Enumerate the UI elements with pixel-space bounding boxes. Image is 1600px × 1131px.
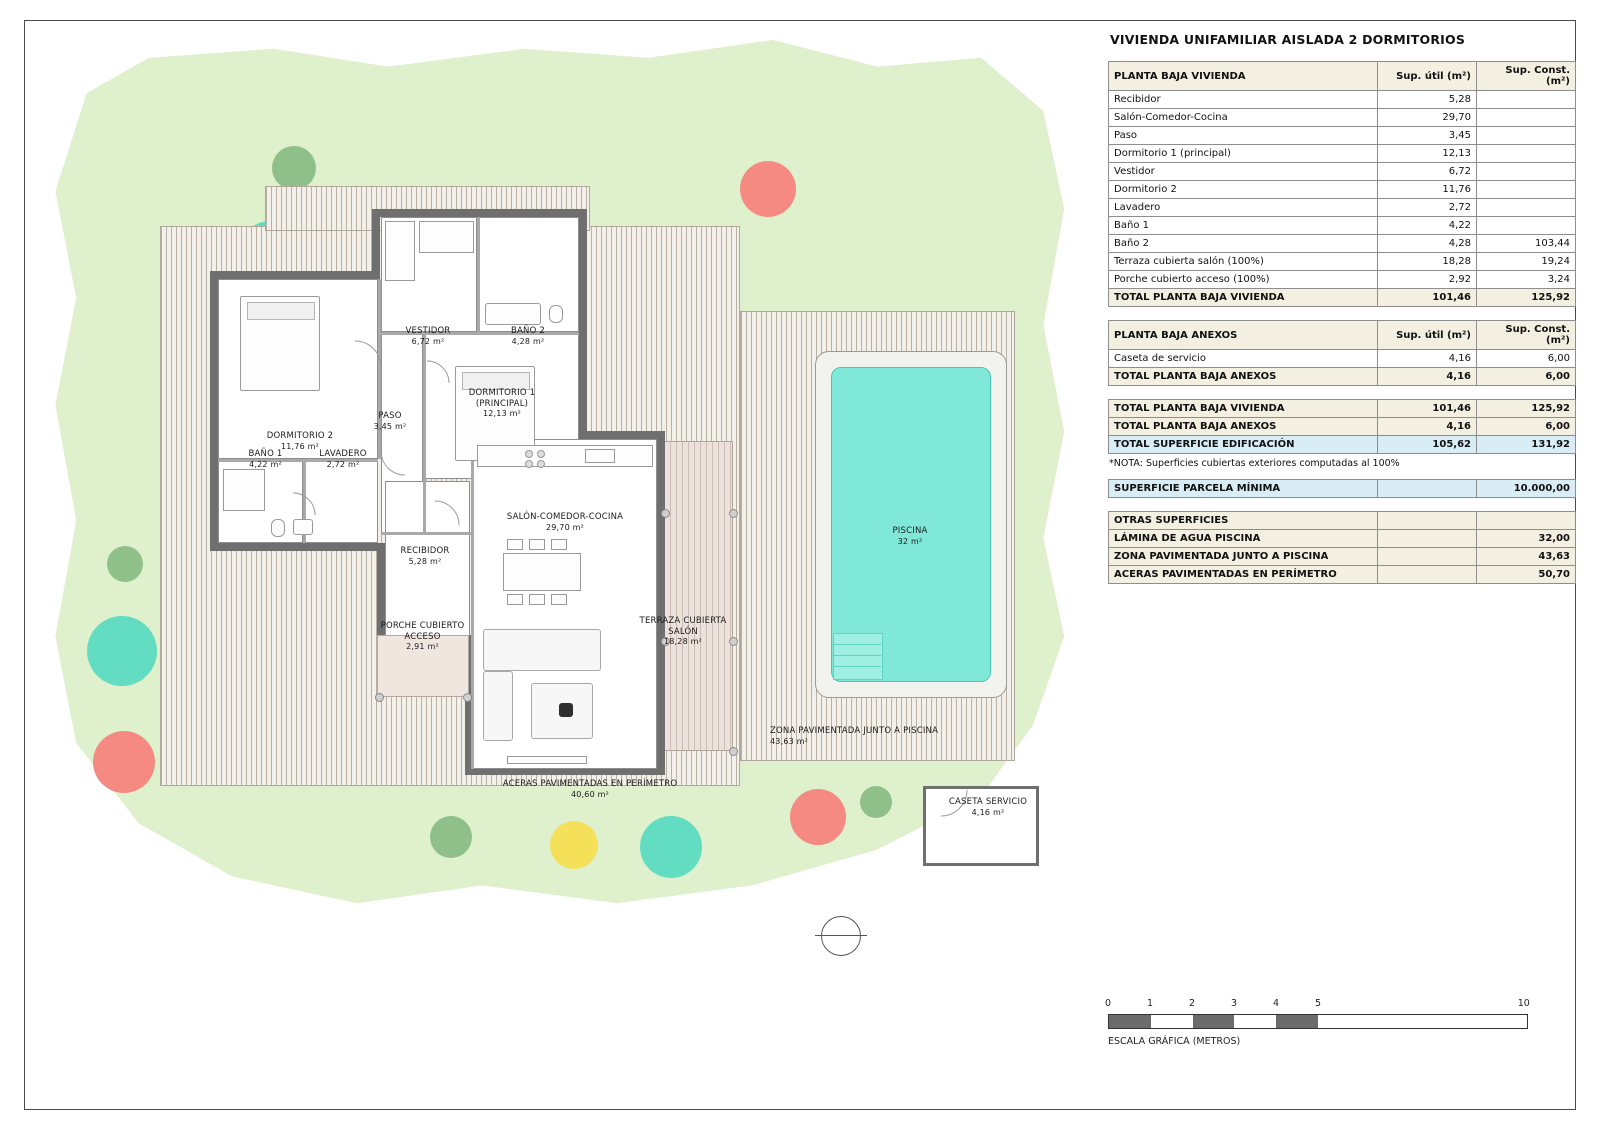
cell-name: Baño 2: [1109, 235, 1378, 253]
cell-empty: [1378, 548, 1477, 566]
cell-name: TOTAL SUPERFICIE EDIFICACIÓN: [1109, 436, 1378, 454]
label-text: DORMITORIO 1: [468, 388, 536, 398]
cell-const: 131,92: [1477, 436, 1576, 454]
table-row: [1109, 350, 1576, 368]
cell-util: 11,76: [1378, 181, 1477, 199]
cell-util: 3,45: [1378, 127, 1477, 145]
table-row: [1109, 145, 1576, 163]
cell-const: 6,00: [1477, 418, 1576, 436]
porch-post: [463, 693, 472, 702]
cell-util: 2,72: [1378, 199, 1477, 217]
label-text: PASO: [378, 411, 402, 421]
table-total-row: [1109, 289, 1576, 307]
cell-util: 105,62: [1378, 436, 1477, 454]
label-zona-pavimentada: [770, 726, 1000, 747]
table-planta-baja-anexos: [1108, 320, 1576, 386]
label-text: RECIBIDOR: [400, 546, 450, 556]
scale-caption: ESCALA GRÁFICA (METROS): [1108, 1036, 1241, 1047]
header-cell-name: PLANTA BAJA ANEXOS: [1109, 321, 1378, 350]
label-text: BAÑO 2: [510, 326, 545, 336]
label-text: VESTIDOR: [405, 326, 451, 336]
label-text: PORCHE CUBIERTO ACCESO: [380, 621, 465, 642]
header-cell-name: PLANTA BAJA VIVIENDA: [1109, 62, 1378, 91]
cell-name: Baño 1: [1109, 217, 1378, 235]
cell-name: Terraza cubierta salón (100%): [1109, 253, 1378, 271]
cell-const: [1477, 217, 1576, 235]
cell-name: TOTAL PLANTA BAJA ANEXOS: [1109, 368, 1378, 386]
label-paso: [345, 411, 435, 432]
scale-tick: 2: [1188, 998, 1196, 1009]
cell-const: 6,00: [1477, 350, 1576, 368]
sofa-furniture: [483, 671, 513, 741]
scale-tick: 1: [1146, 998, 1154, 1009]
pool-step-line: [833, 644, 881, 645]
cell-value: 32,00: [1477, 530, 1576, 548]
cell-name: LÁMINA DE AGUA PISCINA: [1109, 530, 1378, 548]
tree-icon: [93, 731, 155, 793]
label-area: 11,76 m²: [280, 441, 320, 451]
cell-name: Dormitorio 2: [1109, 181, 1378, 199]
spacer: [1108, 307, 1548, 320]
label-vestidor: [380, 326, 476, 347]
pool-step-line: [833, 666, 881, 667]
cell-name: Porche cubierto acceso (100%): [1109, 271, 1378, 289]
page-title: VIVIENDA UNIFAMILIAR AISLADA 2 DORMITORIOS: [1110, 32, 1466, 47]
label-text: BAÑO 1: [248, 449, 283, 459]
label-area: 43,63 m²: [770, 736, 809, 746]
scale-tick: 10: [1517, 998, 1530, 1009]
label-bano-1: [223, 449, 308, 470]
pool-steps: [833, 633, 883, 680]
plant-icon: [559, 703, 573, 717]
cell-name: TOTAL PLANTA BAJA VIVIENDA: [1109, 400, 1378, 418]
cell-const: [1477, 163, 1576, 181]
label-text: CASETA SERVICIO: [948, 797, 1028, 807]
header-cell-const: Sup. Const. (m²): [1477, 321, 1576, 350]
table-row: [1109, 109, 1576, 127]
tree-icon: [87, 616, 157, 686]
tree-icon: [790, 789, 846, 845]
table-row: [1109, 163, 1576, 181]
cell-value: 43,63: [1477, 548, 1576, 566]
label-salon: [465, 512, 665, 533]
scale-tick: 4: [1272, 998, 1280, 1009]
north-symbol: [821, 916, 861, 956]
label-piscina: [845, 526, 975, 547]
cell-name: Caseta de servicio: [1109, 350, 1378, 368]
cell-util: 4,22: [1378, 217, 1477, 235]
cell-util: 4,16: [1378, 418, 1477, 436]
areas-tables-panel: [1108, 26, 1570, 584]
header-cell-name: OTRAS SUPERFICIES: [1109, 512, 1378, 530]
label-text: SALÓN-COMEDOR-COCINA: [506, 512, 624, 522]
table-planta-baja-vivienda: [1108, 61, 1576, 307]
tree-icon: [272, 146, 316, 190]
cell-name: ACERAS PAVIMENTADAS EN PERÍMETRO: [1109, 566, 1378, 584]
header-cell-util: Sup. útil (m²): [1378, 321, 1477, 350]
tree-icon: [107, 546, 143, 582]
table-row: [1109, 400, 1576, 418]
label-area: 2,72 m²: [326, 459, 360, 469]
cell-empty: [1378, 566, 1477, 584]
table-row: [1109, 235, 1576, 253]
label-text: DORMITORIO 2: [266, 431, 334, 441]
cell-empty: [1378, 480, 1477, 498]
cell-value: 50,70: [1477, 566, 1576, 584]
table-header-row: [1109, 321, 1576, 350]
cell-empty: [1477, 512, 1576, 530]
table-row: [1109, 530, 1576, 548]
tv-furniture: [507, 756, 587, 764]
label-area: 4,28 m²: [511, 336, 545, 346]
cell-const: [1477, 127, 1576, 145]
cell-const: [1477, 181, 1576, 199]
cell-util: 4,16: [1378, 350, 1477, 368]
label-area: 18,28 m²: [663, 637, 703, 647]
table-row: [1109, 548, 1576, 566]
site-plan: [25, 21, 1100, 1109]
cell-util: 4,16: [1378, 368, 1477, 386]
label-dormitorio-1: [425, 388, 579, 419]
cell-const: 3,24: [1477, 271, 1576, 289]
table-row: [1109, 566, 1576, 584]
table-total-row: [1109, 368, 1576, 386]
terrace-post: [729, 509, 738, 518]
table-header-row: [1109, 62, 1576, 91]
terrace-post: [729, 637, 738, 646]
cell-name: SUPERFICIE PARCELA MÍNIMA: [1109, 480, 1378, 498]
label-bano-2: [478, 326, 578, 347]
tree-icon: [550, 821, 598, 869]
cell-util: 101,46: [1378, 289, 1477, 307]
tree-icon: [430, 816, 472, 858]
label-text: ZONA PAVIMENTADA JUNTO A PISCINA: [770, 726, 939, 736]
cell-const: [1477, 91, 1576, 109]
cell-name: Salón-Comedor-Cocina: [1109, 109, 1378, 127]
scale-bar: [1108, 1014, 1528, 1029]
cell-empty: [1378, 530, 1477, 548]
areas-note: *NOTA: Superficies cubiertas exteriores computadas al 100%: [1109, 458, 1400, 469]
label-lavadero: [297, 449, 389, 470]
cell-const: 103,44: [1477, 235, 1576, 253]
cell-const: [1477, 109, 1576, 127]
tree-icon: [640, 816, 702, 878]
cell-const: 125,92: [1477, 400, 1576, 418]
spacer: [1108, 498, 1548, 511]
cell-util: 12,13: [1378, 145, 1477, 163]
cell-const: 6,00: [1477, 368, 1576, 386]
table-row: [1109, 217, 1576, 235]
cell-name: TOTAL PLANTA BAJA ANEXOS: [1109, 418, 1378, 436]
table-row: [1109, 91, 1576, 109]
label-area: 12,13 m²: [482, 409, 522, 419]
table-row: [1109, 271, 1576, 289]
cell-name: ZONA PAVIMENTADA JUNTO A PISCINA: [1109, 548, 1378, 566]
tree-icon: [860, 786, 892, 818]
table-total-row: [1109, 436, 1576, 454]
cell-name: Lavadero: [1109, 199, 1378, 217]
cell-const: 125,92: [1477, 289, 1576, 307]
cell-name: Paso: [1109, 127, 1378, 145]
cell-name: Dormitorio 1 (principal): [1109, 145, 1378, 163]
table-totales: [1108, 399, 1576, 454]
table-row: [1109, 199, 1576, 217]
header-cell-util: Sup. útil (m²): [1378, 62, 1477, 91]
label-area: 29,70 m²: [545, 522, 585, 532]
cell-const: [1477, 199, 1576, 217]
label-aceras: [445, 779, 735, 800]
label-caseta: [943, 797, 1033, 818]
table-row: [1109, 480, 1576, 498]
label-area: 32 m²: [897, 536, 923, 546]
table-row: [1109, 181, 1576, 199]
label-area: 5,28 m²: [408, 556, 442, 566]
spacer: [1108, 386, 1548, 399]
table-row: [1109, 127, 1576, 145]
table-row: [1109, 418, 1576, 436]
label-text: ACERAS PAVIMENTADAS EN PERÍMETRO: [502, 779, 678, 789]
cell-const: 19,24: [1477, 253, 1576, 271]
label-recibidor: [370, 546, 480, 567]
tree-icon: [740, 161, 796, 217]
cell-util: 18,28: [1378, 253, 1477, 271]
scale-ticks: [1104, 998, 1530, 1014]
cell-value: 10.000,00: [1477, 480, 1576, 498]
graphic-scale: [1104, 998, 1530, 1047]
cell-empty: [1378, 512, 1477, 530]
header-cell-const: Sup. Const. (m²): [1477, 62, 1576, 91]
table-row: [1109, 253, 1576, 271]
cell-util: 6,72: [1378, 163, 1477, 181]
label-area: 6,72 m²: [411, 336, 445, 346]
label-area: 2,91 m²: [406, 642, 439, 652]
cell-util: 4,28: [1378, 235, 1477, 253]
cell-name: Recibidor: [1109, 91, 1378, 109]
scale-tick: 5: [1314, 998, 1322, 1009]
cell-const: [1477, 145, 1576, 163]
label-subtext: (PRINCIPAL): [475, 398, 529, 409]
label-area: 40,60 m²: [570, 789, 610, 799]
table-header-row: [1109, 512, 1576, 530]
terrace-post: [729, 747, 738, 756]
cell-util: 29,70: [1378, 109, 1477, 127]
label-area: 3,45 m²: [373, 421, 407, 431]
porch-post: [375, 693, 384, 702]
cell-name: Vestidor: [1109, 163, 1378, 181]
label-text: LAVADERO: [319, 449, 367, 459]
table-parcela-minima: [1108, 479, 1576, 498]
label-text: TERRAZA CUBIERTA SALÓN: [639, 616, 727, 637]
pool-step-line: [833, 655, 881, 656]
label-text: PISCINA: [892, 526, 928, 536]
scale-tick: 0: [1104, 998, 1112, 1009]
cell-util: 101,46: [1378, 400, 1477, 418]
cell-util: 5,28: [1378, 91, 1477, 109]
label-area: 4,16 m²: [971, 807, 1005, 817]
label-terraza: [637, 616, 729, 647]
table-otras-superficies: [1108, 511, 1576, 584]
cell-util: 2,92: [1378, 271, 1477, 289]
scale-tick: 3: [1230, 998, 1238, 1009]
label-porche: [375, 621, 470, 652]
cell-name: TOTAL PLANTA BAJA VIVIENDA: [1109, 289, 1378, 307]
label-area: 4,22 m²: [249, 459, 282, 469]
